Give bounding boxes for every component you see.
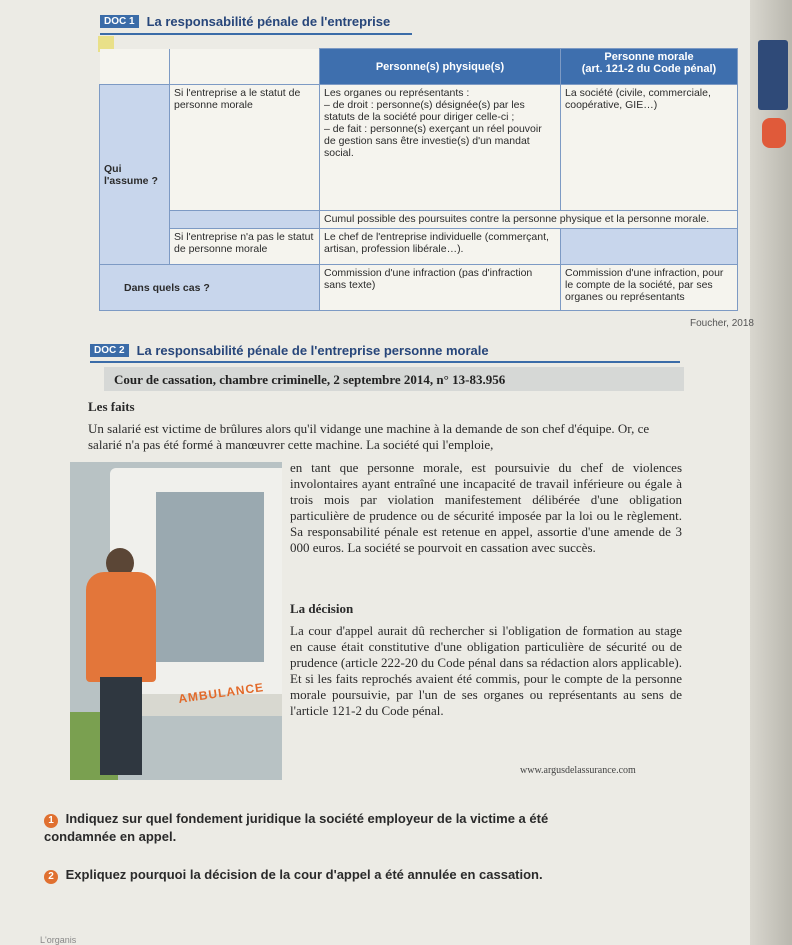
decision-heading: La décision bbox=[290, 601, 354, 616]
faits-heading: Les faits bbox=[88, 399, 135, 414]
question-text: Indiquez sur quel fondement juridique la société employeur de la victime a été condamnée en appel. bbox=[44, 811, 549, 844]
row-header-cas: Dans quels cas ? bbox=[100, 265, 320, 311]
ambulance-sticker: AMBULANCE bbox=[177, 680, 265, 706]
cell-physique-statut bbox=[320, 85, 561, 211]
footer-text: L'organis bbox=[40, 935, 77, 945]
col-header-physique: Personne(s) physique(s) bbox=[320, 49, 561, 85]
row-header-qui: Qui l'assume ? bbox=[100, 85, 170, 265]
doc2-header bbox=[90, 343, 489, 358]
cell-physique-cas: Commission d'une infraction (pas d'infraction sans texte) bbox=[320, 265, 561, 311]
faits-intro: Un salarié est victime de brûlures alors qu'il vidange une machine à la demande de son chef d'équipe. Or, ce salarié n'a pas été formé à manœuvrer cette machine. La société qui l'emploie, bbox=[88, 421, 650, 452]
col-header-morale-line1: Personne morale bbox=[604, 51, 694, 63]
van-rear-window bbox=[156, 492, 264, 662]
faits-suite: en tant que personne morale, est poursuivie du chef de violences involontaires ayant entraîné une incapacité de travail inférieure ou égale à trois mois par violation manifestement délibérée d'une obligation particulière de prudence ou de sécurité imposée par la loi ou le règlement. Sa responsabilité pénale est retenue en appel, assortie d'une amende de 3 000 euros. La société se pourvoit en cassation avec succès. bbox=[290, 460, 682, 555]
question-number: 2 bbox=[44, 870, 58, 884]
question-text: Expliquez pourquoi la décision de la cour d'appel a été annulée en cassation. bbox=[65, 867, 543, 882]
doc2-underline bbox=[90, 361, 680, 363]
doc2-source: www.argusdelassurance.com bbox=[520, 765, 636, 776]
doc1-header bbox=[100, 14, 390, 29]
cell-cumul: Cumul possible des poursuites contre la personne physique et la personne morale. bbox=[320, 211, 738, 229]
row-statut-morale: Si l'entreprise a le statut de personne morale bbox=[170, 85, 320, 211]
paramedic-legs bbox=[100, 677, 142, 775]
ambulance-photo bbox=[70, 462, 282, 780]
doc1-title: La responsabilité pénale de l'entreprise bbox=[146, 14, 391, 29]
paramedic bbox=[86, 572, 156, 682]
decision-text: La cour d'appel aurait dû rechercher si l'obligation de formation au stage en cause était constitutive d'une obligation particulière de sécurité ou de prudence (article 222-20 du Code pénal dans sa rédaction alors applicable). Et si les faits reprochés avaient été commis, pour le compte de la personne morale poursuivie, par l'un de ses organes ou représentants au sens de l'article 121-2 du Code pénal. bbox=[290, 623, 682, 718]
page-edge bbox=[750, 0, 792, 945]
organes-droit: – de droit : personne(s) désignée(s) par les statuts de la société pour diriger celle-ci ; bbox=[324, 99, 525, 123]
organes-fait: – de fait : personne(s) exerçant un réel pouvoir de gestion sans être investie(s) d'un mandat social. bbox=[324, 123, 542, 159]
color-tab bbox=[758, 40, 788, 110]
cell-morale-statut: La société (civile, commerciale, coopérative, GIE…) bbox=[561, 85, 738, 211]
organes-intro: Les organes ou représentants : bbox=[324, 87, 470, 99]
color-tab bbox=[762, 118, 786, 148]
doc1-tag: DOC 1 bbox=[100, 15, 139, 28]
col-header-morale bbox=[561, 49, 738, 85]
row-sans-statut: Si l'entreprise n'a pas le statut de personne morale bbox=[170, 229, 320, 265]
case-reference: Cour de cassation, chambre criminelle, 2 septembre 2014, n° 13-83.956 bbox=[114, 372, 506, 387]
doc1-underline bbox=[100, 33, 412, 35]
cell-morale-cas: Commission d'une infraction, pour le compte de la société, par ses organes ou représentants bbox=[561, 265, 738, 311]
question-1 bbox=[44, 810, 604, 845]
doc1-credit: Foucher, 2018 bbox=[690, 318, 754, 329]
responsibility-table bbox=[99, 48, 738, 311]
question-number: 1 bbox=[44, 814, 58, 828]
doc2-tag: DOC 2 bbox=[90, 344, 129, 357]
col-header-morale-line2: (art. 121-2 du Code pénal) bbox=[581, 63, 717, 75]
cell-physique-sans-statut: Le chef de l'entreprise individuelle (commerçant, artisan, profession libérale…). bbox=[320, 229, 561, 265]
doc2-title: La responsabilité pénale de l'entreprise personne morale bbox=[136, 343, 489, 358]
question-2 bbox=[44, 866, 664, 884]
